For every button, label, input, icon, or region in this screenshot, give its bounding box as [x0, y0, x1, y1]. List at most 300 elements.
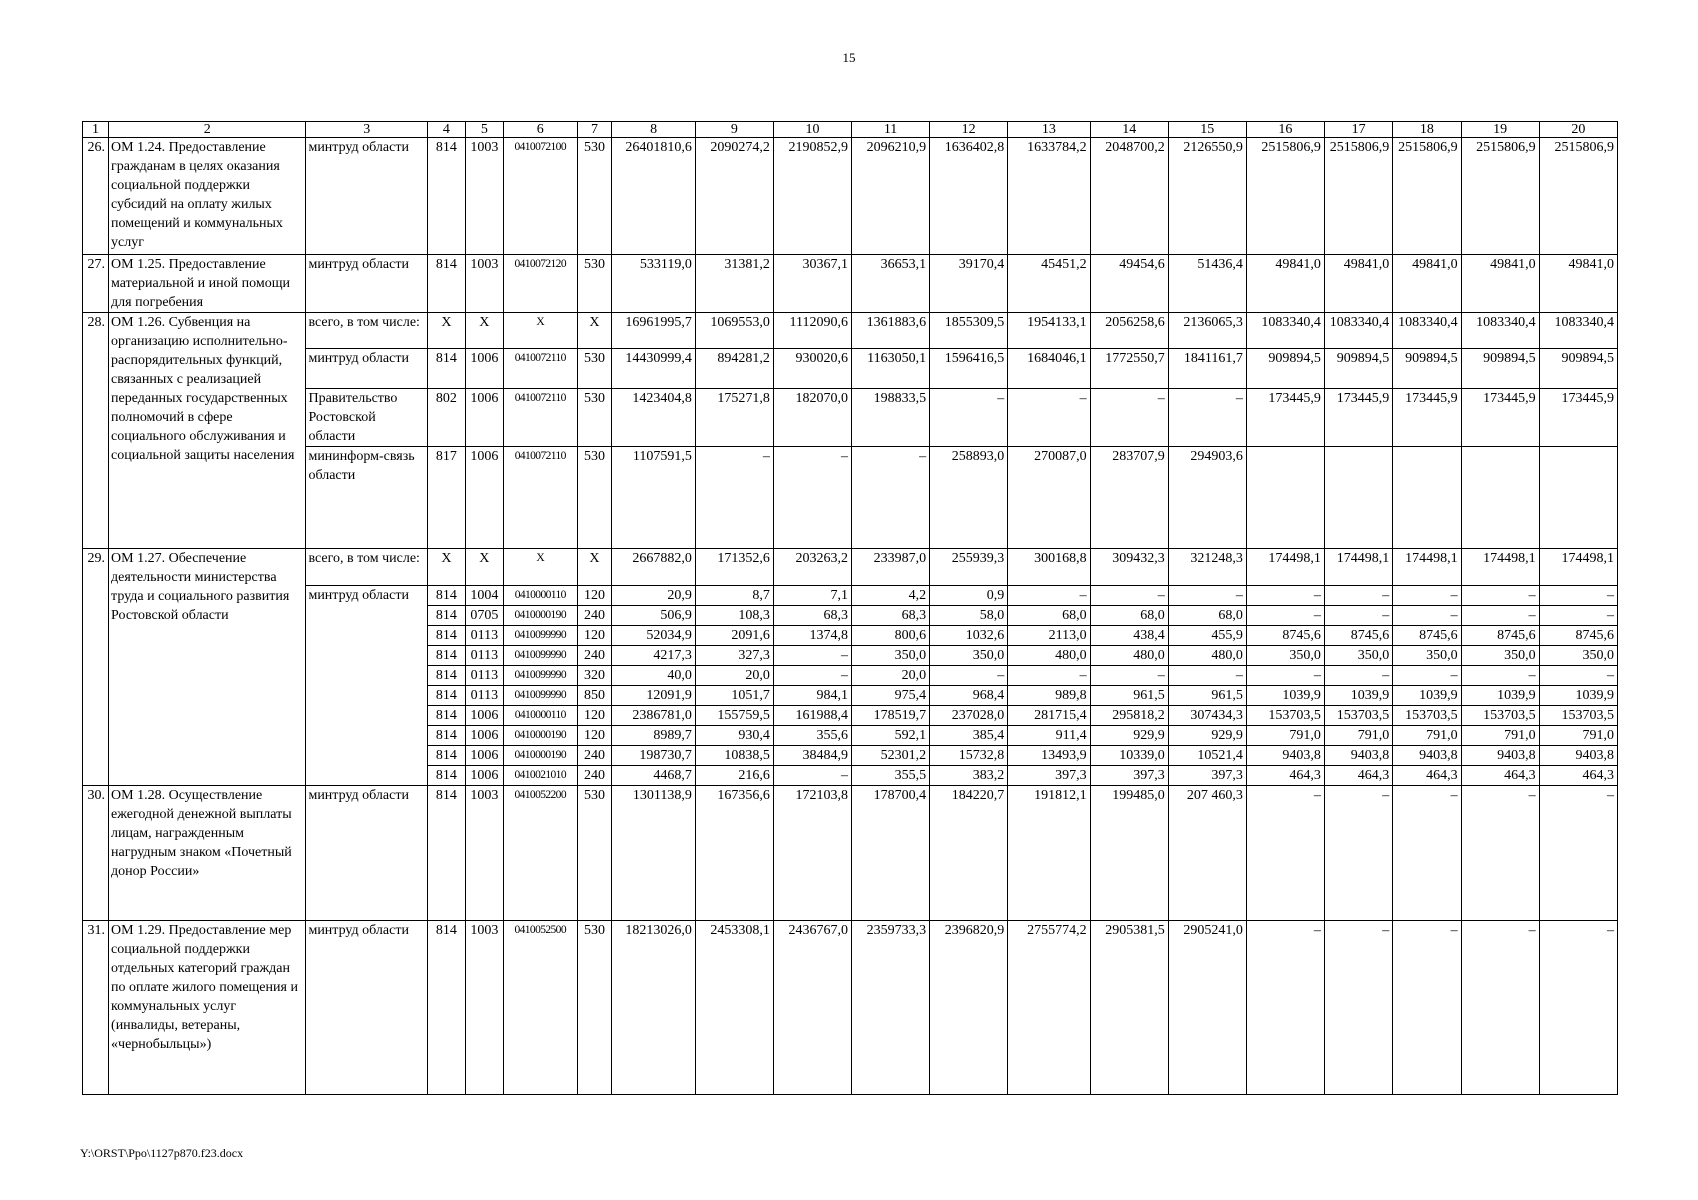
target-article-cell: 0410099990 [503, 686, 577, 706]
value-cell: – [1324, 666, 1392, 686]
value-cell: 9403,8 [1246, 746, 1324, 766]
value-cell: 1006 [465, 447, 503, 549]
value-cell: 530 [577, 138, 612, 255]
value-cell: X [427, 313, 465, 349]
value-cell: X [465, 549, 503, 586]
value-cell: 909894,5 [1324, 349, 1392, 389]
value-cell: 172103,8 [773, 786, 851, 921]
column-number-header: 9 [695, 122, 773, 138]
measure-name: ОМ 1.28. Осуществление ежегодной денежной выплаты лицам, награжденным нагрудным знаком «Почетный донор России» [109, 786, 306, 921]
value-cell: 480,0 [1168, 646, 1246, 666]
value-cell [1539, 447, 1617, 549]
executor-cell: всего, в том числе: [306, 549, 427, 586]
value-cell: 49841,0 [1324, 255, 1392, 313]
value-cell: 174498,1 [1393, 549, 1461, 586]
target-article-cell: 0410072110 [503, 349, 577, 389]
value-cell: 530 [577, 349, 612, 389]
value-cell: 300168,8 [1008, 549, 1090, 586]
value-cell: 814 [427, 349, 465, 389]
target-article-cell: 0410000110 [503, 586, 577, 606]
value-cell: – [1539, 666, 1617, 686]
value-cell: – [1246, 786, 1324, 921]
value-cell: 52301,2 [852, 746, 930, 766]
value-cell: – [1539, 921, 1617, 1095]
value-cell: 199485,0 [1090, 786, 1168, 921]
value-cell: 240 [577, 746, 612, 766]
target-article-cell: 0410072110 [503, 447, 577, 549]
value-cell: – [1324, 606, 1392, 626]
value-cell: – [1246, 666, 1324, 686]
value-cell: 1003 [465, 138, 503, 255]
value-cell: 174498,1 [1539, 549, 1617, 586]
value-cell: 4468,7 [612, 766, 696, 786]
value-cell: 814 [427, 766, 465, 786]
value-cell: 850 [577, 686, 612, 706]
executor-cell: минтруд области [306, 921, 427, 1095]
value-cell: 233987,0 [852, 549, 930, 586]
column-number-header: 20 [1539, 122, 1617, 138]
value-cell: 1684046,1 [1008, 349, 1090, 389]
value-cell: 350,0 [852, 646, 930, 666]
value-cell: 464,3 [1393, 766, 1461, 786]
value-cell: 355,6 [773, 726, 851, 746]
value-cell: 464,3 [1461, 766, 1539, 786]
value-cell: 49841,0 [1539, 255, 1617, 313]
value-cell: 198833,5 [852, 389, 930, 447]
value-cell: 0705 [465, 606, 503, 626]
value-cell: – [1090, 586, 1168, 606]
value-cell: 929,9 [1168, 726, 1246, 746]
value-cell: 1039,9 [1246, 686, 1324, 706]
value-cell: 814 [427, 726, 465, 746]
value-cell: 4,2 [852, 586, 930, 606]
value-cell: 173445,9 [1393, 389, 1461, 447]
value-cell: 184220,7 [930, 786, 1008, 921]
value-cell: 49841,0 [1246, 255, 1324, 313]
value-cell: 350,0 [930, 646, 1008, 666]
table-row [83, 786, 1618, 921]
value-cell: 909894,5 [1539, 349, 1617, 389]
value-cell: 989,8 [1008, 686, 1090, 706]
target-article-cell: 0410021010 [503, 766, 577, 786]
measure-name: ОМ 1.29. Предоставление мер социальной поддержки отдельных категорий граждан по оплате жилого помещения и коммунальных услуг (инвалиды, ветераны, «чернобыльцы») [109, 921, 306, 1095]
measure-name: ОМ 1.27. Обеспечение деятельности министерства труда и социального развития Ростовской области [109, 549, 306, 786]
value-cell: 108,3 [695, 606, 773, 626]
value-cell: – [1246, 586, 1324, 606]
value-cell: 1954133,1 [1008, 313, 1090, 349]
value-cell: 39170,4 [930, 255, 1008, 313]
value-cell: – [1008, 586, 1090, 606]
value-cell: 2515806,9 [1324, 138, 1392, 255]
value-cell: 2136065,3 [1168, 313, 1246, 349]
target-article-cell: 0410072120 [503, 255, 577, 313]
value-cell: 1003 [465, 921, 503, 1095]
value-cell: 1003 [465, 786, 503, 921]
value-cell: 814 [427, 606, 465, 626]
value-cell: 1003 [465, 255, 503, 313]
value-cell: 174498,1 [1246, 549, 1324, 586]
value-cell: 2515806,9 [1539, 138, 1617, 255]
value-cell: 2515806,9 [1393, 138, 1461, 255]
value-cell: – [1393, 606, 1461, 626]
target-article-cell: 0410099990 [503, 626, 577, 646]
value-cell: 909894,5 [1393, 349, 1461, 389]
value-cell: 1633784,2 [1008, 138, 1090, 255]
value-cell: 791,0 [1246, 726, 1324, 746]
value-cell: 2113,0 [1008, 626, 1090, 646]
value-cell: 283707,9 [1090, 447, 1168, 549]
value-cell: 16961995,7 [612, 313, 696, 349]
value-cell: 1083340,4 [1539, 313, 1617, 349]
value-cell: 167356,6 [695, 786, 773, 921]
value-cell: 161988,4 [773, 706, 851, 726]
value-cell: 1006 [465, 766, 503, 786]
value-cell: 791,0 [1324, 726, 1392, 746]
value-cell: 153703,5 [1246, 706, 1324, 726]
value-cell: 12091,9 [612, 686, 696, 706]
value-cell: 480,0 [1090, 646, 1168, 666]
value-cell: 9403,8 [1393, 746, 1461, 766]
value-cell: 1039,9 [1539, 686, 1617, 706]
measure-name: ОМ 1.26. Субвенция на организацию исполнительно-распорядительных функций, связанных с реализацией переданных государственных полномочий в сфере социального обслуживания и социальной защиты населения [109, 313, 306, 549]
value-cell [1246, 447, 1324, 549]
executor-cell: минтруд области [306, 255, 427, 313]
value-cell: – [1168, 666, 1246, 686]
value-cell: 174498,1 [1324, 549, 1392, 586]
value-cell: 0,9 [930, 586, 1008, 606]
value-cell: 49841,0 [1461, 255, 1539, 313]
value-cell: 2090274,2 [695, 138, 773, 255]
value-cell: 8745,6 [1246, 626, 1324, 646]
column-number-header: 18 [1393, 122, 1461, 138]
target-article-cell: 0410000190 [503, 726, 577, 746]
value-cell: 1039,9 [1324, 686, 1392, 706]
value-cell: 1083340,4 [1461, 313, 1539, 349]
value-cell: 49454,6 [1090, 255, 1168, 313]
value-cell: 397,3 [1090, 766, 1168, 786]
column-number-header: 10 [773, 122, 851, 138]
target-article-cell: 0410000190 [503, 746, 577, 766]
value-cell: 320 [577, 666, 612, 686]
budget-table [82, 121, 1618, 1095]
value-cell [1393, 447, 1461, 549]
value-cell: 929,9 [1090, 726, 1168, 746]
value-cell: 1841161,7 [1168, 349, 1246, 389]
value-cell: 930020,6 [773, 349, 851, 389]
value-cell: 1051,7 [695, 686, 773, 706]
value-cell: 240 [577, 606, 612, 626]
value-cell: 1006 [465, 726, 503, 746]
value-cell: 4217,3 [612, 646, 696, 666]
value-cell: 178519,7 [852, 706, 930, 726]
value-cell: 173445,9 [1539, 389, 1617, 447]
table-row [83, 447, 1618, 549]
value-cell: 2436767,0 [773, 921, 851, 1095]
value-cell: 68,0 [1090, 606, 1168, 626]
value-cell: – [1539, 586, 1617, 606]
value-cell: 350,0 [1539, 646, 1617, 666]
column-number-header: 16 [1246, 122, 1324, 138]
measure-name: ОМ 1.25. Предоставление материальной и иной помощи для погребения [109, 255, 306, 313]
value-cell: 9403,8 [1324, 746, 1392, 766]
value-cell: 961,5 [1168, 686, 1246, 706]
value-cell: 198730,7 [612, 746, 696, 766]
value-cell: 397,3 [1168, 766, 1246, 786]
value-cell: – [1324, 786, 1392, 921]
value-cell: 309432,3 [1090, 549, 1168, 586]
value-cell: 1855309,5 [930, 313, 1008, 349]
row-number: 28. [83, 313, 109, 549]
value-cell: 1107591,5 [612, 447, 696, 549]
value-cell: 909894,5 [1461, 349, 1539, 389]
table-row [83, 313, 1618, 349]
column-number-header: 19 [1461, 122, 1539, 138]
value-cell: 237028,0 [930, 706, 1008, 726]
value-cell: 8989,7 [612, 726, 696, 746]
value-cell: 2096210,9 [852, 138, 930, 255]
value-cell: 383,2 [930, 766, 1008, 786]
page-number: 15 [842, 50, 856, 65]
target-article-cell: X [503, 313, 577, 349]
value-cell: 1374,8 [773, 626, 851, 646]
value-cell: 1361883,6 [852, 313, 930, 349]
value-cell: 814 [427, 666, 465, 686]
value-cell: 52034,9 [612, 626, 696, 646]
value-cell: 350,0 [1461, 646, 1539, 666]
value-cell: 1083340,4 [1246, 313, 1324, 349]
value-cell: 58,0 [930, 606, 1008, 626]
value-cell: – [1461, 586, 1539, 606]
value-cell: 171352,6 [695, 549, 773, 586]
value-cell: 2905381,5 [1090, 921, 1168, 1095]
value-cell: – [773, 447, 851, 549]
value-cell: 20,0 [852, 666, 930, 686]
value-cell: 800,6 [852, 626, 930, 646]
table-row [83, 122, 1618, 138]
value-cell: 31381,2 [695, 255, 773, 313]
value-cell: 2386781,0 [612, 706, 696, 726]
value-cell: 45451,2 [1008, 255, 1090, 313]
value-cell: 1083340,4 [1324, 313, 1392, 349]
value-cell: – [1393, 666, 1461, 686]
value-cell: 30367,1 [773, 255, 851, 313]
value-cell: 968,4 [930, 686, 1008, 706]
value-cell: 14430999,4 [612, 349, 696, 389]
column-number-header: 12 [930, 122, 1008, 138]
value-cell: 2091,6 [695, 626, 773, 646]
executor-cell: мининформ-связь области [306, 447, 427, 549]
value-cell: 173445,9 [1324, 389, 1392, 447]
value-cell: 2515806,9 [1461, 138, 1539, 255]
value-cell: – [1168, 586, 1246, 606]
value-cell: 2905241,0 [1168, 921, 1246, 1095]
value-cell: 1301138,9 [612, 786, 696, 921]
value-cell: 240 [577, 766, 612, 786]
value-cell: 1006 [465, 706, 503, 726]
value-cell: 1004 [465, 586, 503, 606]
value-cell: 464,3 [1539, 766, 1617, 786]
column-number-header: 17 [1324, 122, 1392, 138]
target-article-cell: 0410072110 [503, 389, 577, 447]
value-cell: 7,1 [773, 586, 851, 606]
target-article-cell: 0410000110 [503, 706, 577, 726]
value-cell: 464,3 [1246, 766, 1324, 786]
value-cell: 355,5 [852, 766, 930, 786]
value-cell: 791,0 [1461, 726, 1539, 746]
value-cell: 530 [577, 921, 612, 1095]
value-cell: 0113 [465, 686, 503, 706]
target-article-cell: 0410072100 [503, 138, 577, 255]
value-cell: 814 [427, 921, 465, 1095]
value-cell: 40,0 [612, 666, 696, 686]
value-cell: 814 [427, 586, 465, 606]
value-cell: 174498,1 [1461, 549, 1539, 586]
value-cell: 480,0 [1008, 646, 1090, 666]
value-cell: 817 [427, 447, 465, 549]
value-cell: 0113 [465, 646, 503, 666]
value-cell: 281715,4 [1008, 706, 1090, 726]
value-cell: – [1461, 666, 1539, 686]
value-cell: 258893,0 [930, 447, 1008, 549]
value-cell: – [1461, 606, 1539, 626]
target-article-cell: 0410052500 [503, 921, 577, 1095]
value-cell: X [577, 549, 612, 586]
value-cell: 530 [577, 255, 612, 313]
value-cell: X [465, 313, 503, 349]
value-cell: 533119,0 [612, 255, 696, 313]
value-cell: – [773, 646, 851, 666]
value-cell: 120 [577, 626, 612, 646]
value-cell: – [1539, 606, 1617, 626]
value-cell: 911,4 [1008, 726, 1090, 746]
value-cell: 38484,9 [773, 746, 851, 766]
value-cell: 894281,2 [695, 349, 773, 389]
table-row [83, 549, 1618, 586]
value-cell: 51436,4 [1168, 255, 1246, 313]
value-cell: 49841,0 [1393, 255, 1461, 313]
value-cell: 0113 [465, 626, 503, 646]
value-cell: 1636402,8 [930, 138, 1008, 255]
value-cell: – [1324, 586, 1392, 606]
value-cell: 530 [577, 447, 612, 549]
value-cell: 802 [427, 389, 465, 447]
row-number: 30. [83, 786, 109, 921]
value-cell: 2056258,6 [1090, 313, 1168, 349]
value-cell: 18213026,0 [612, 921, 696, 1095]
column-number-header: 6 [503, 122, 577, 138]
value-cell: – [930, 389, 1008, 447]
executor-cell: минтруд области [306, 138, 427, 255]
value-cell: 350,0 [1246, 646, 1324, 666]
value-cell: 975,4 [852, 686, 930, 706]
value-cell: – [1324, 921, 1392, 1095]
value-cell: 8745,6 [1461, 626, 1539, 646]
executor-cell: минтруд области [306, 786, 427, 921]
row-number: 29. [83, 549, 109, 786]
value-cell: 216,6 [695, 766, 773, 786]
value-cell: 2755774,2 [1008, 921, 1090, 1095]
value-cell: 9403,8 [1539, 746, 1617, 766]
value-cell: – [1539, 786, 1617, 921]
value-cell: 1039,9 [1393, 686, 1461, 706]
table-row [83, 138, 1618, 255]
value-cell: 155759,5 [695, 706, 773, 726]
row-number: 26. [83, 138, 109, 255]
value-cell: 791,0 [1539, 726, 1617, 746]
value-cell: 814 [427, 746, 465, 766]
column-number-header: 2 [109, 122, 306, 138]
value-cell: 26401810,6 [612, 138, 696, 255]
column-number-header: 3 [306, 122, 427, 138]
executor-cell: минтруд области [306, 586, 427, 786]
value-cell: 173445,9 [1246, 389, 1324, 447]
value-cell: 36653,1 [852, 255, 930, 313]
column-number-header: 15 [1168, 122, 1246, 138]
value-cell: 9403,8 [1461, 746, 1539, 766]
value-cell: 2515806,9 [1246, 138, 1324, 255]
column-number-header: 5 [465, 122, 503, 138]
value-cell: 814 [427, 786, 465, 921]
value-cell: 2667882,0 [612, 549, 696, 586]
column-number-header: 7 [577, 122, 612, 138]
value-cell: 2396820,9 [930, 921, 1008, 1095]
value-cell: – [852, 447, 930, 549]
value-cell: 930,4 [695, 726, 773, 746]
value-cell: 8745,6 [1393, 626, 1461, 646]
value-cell: 120 [577, 726, 612, 746]
table-row [83, 586, 1618, 606]
column-number-header: 4 [427, 122, 465, 138]
row-number: 27. [83, 255, 109, 313]
value-cell: 68,3 [773, 606, 851, 626]
value-cell [1461, 447, 1539, 549]
value-cell [1324, 447, 1392, 549]
value-cell: 961,5 [1090, 686, 1168, 706]
value-cell: 178700,4 [852, 786, 930, 921]
table-row [83, 255, 1618, 313]
value-cell: 530 [577, 389, 612, 447]
target-article-cell: 0410052200 [503, 786, 577, 921]
value-cell: 8,7 [695, 586, 773, 606]
value-cell: 455,9 [1168, 626, 1246, 646]
value-cell: 203263,2 [773, 549, 851, 586]
value-cell: 10339,0 [1090, 746, 1168, 766]
value-cell: 153703,5 [1393, 706, 1461, 726]
target-article-cell: 0410099990 [503, 646, 577, 666]
value-cell: 68,0 [1008, 606, 1090, 626]
value-cell: 2453308,1 [695, 921, 773, 1095]
value-cell: 1083340,4 [1393, 313, 1461, 349]
value-cell: 2190852,9 [773, 138, 851, 255]
value-cell: 814 [427, 646, 465, 666]
value-cell: 68,0 [1168, 606, 1246, 626]
value-cell: – [1246, 921, 1324, 1095]
value-cell: – [1090, 389, 1168, 447]
value-cell: 791,0 [1393, 726, 1461, 746]
value-cell: 814 [427, 626, 465, 646]
value-cell: 1006 [465, 746, 503, 766]
executor-cell: минтруд области [306, 349, 427, 389]
value-cell: 327,3 [695, 646, 773, 666]
value-cell: 2126550,9 [1168, 138, 1246, 255]
value-cell: 175271,8 [695, 389, 773, 447]
value-cell: 814 [427, 686, 465, 706]
value-cell: 2359733,3 [852, 921, 930, 1095]
value-cell: 153703,5 [1461, 706, 1539, 726]
value-cell: 385,4 [930, 726, 1008, 746]
target-article-cell: X [503, 549, 577, 586]
column-number-header: 14 [1090, 122, 1168, 138]
